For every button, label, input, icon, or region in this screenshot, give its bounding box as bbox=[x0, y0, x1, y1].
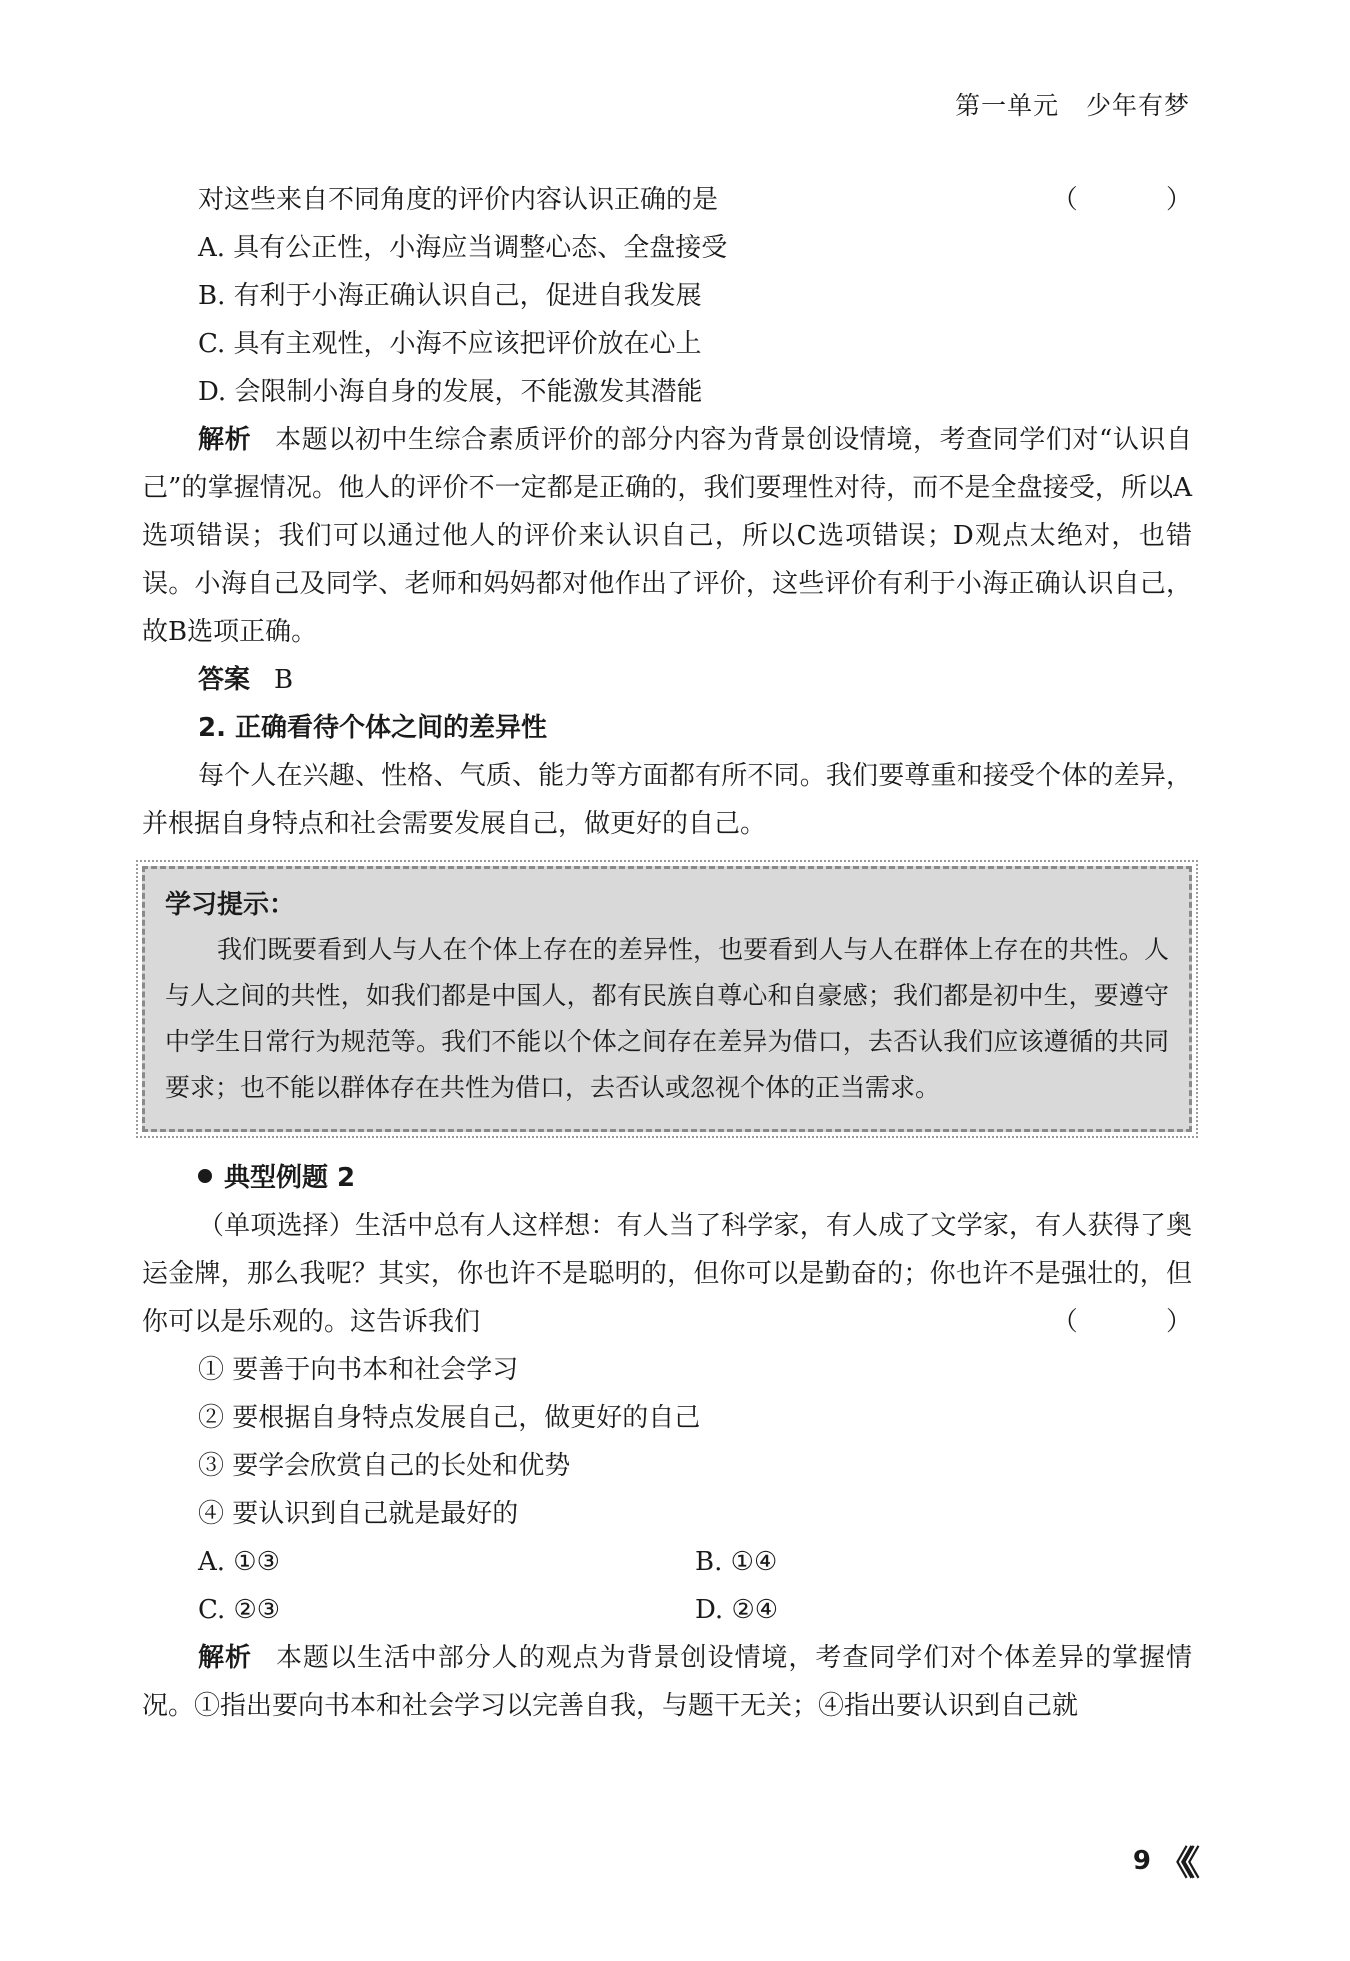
example-stem bbox=[142, 1202, 1232, 1346]
choice-d: D. ②④ bbox=[695, 1595, 779, 1625]
section-heading: 2. 正确看待个体之间的差异性 bbox=[198, 713, 548, 743]
unit-title: 少年有梦 bbox=[1085, 91, 1190, 120]
statement-4: ④ 要认识到自己就是最好的 bbox=[198, 1499, 519, 1529]
unit-label: 第一单元 bbox=[955, 91, 1060, 120]
example-stem-text: （单项选择）生活中总有人这样想：有人当了科学家，有人成了文学家，有人获得了奥运金牌，那么我呢？其实，你也许不是聪明的，但你可以是勤奋的；你也许不是强壮的，但你可以是乐观的。这告诉我们 bbox=[142, 1211, 1192, 1337]
choice-c: C. ②③ bbox=[198, 1595, 281, 1625]
example-analysis bbox=[142, 1634, 1192, 1730]
example-answer-bracket: （ ） bbox=[1051, 1307, 1232, 1337]
page-number: 9 bbox=[1132, 1845, 1151, 1876]
bullet-icon bbox=[198, 1169, 212, 1183]
statement-3: ③ 要学会欣赏自己的长处和优势 bbox=[198, 1451, 571, 1481]
study-tip-title: 学习提示： bbox=[165, 890, 296, 920]
q1-analysis bbox=[142, 416, 1192, 656]
choices-row-1 bbox=[142, 1538, 1192, 1586]
statement-1: ① 要善于向书本和社会学习 bbox=[198, 1355, 519, 1385]
page-footer bbox=[1133, 1836, 1190, 1885]
example-analysis-text: 本题以生活中部分人的观点为背景创设情境，考查同学们对个体差异的掌握情况。①指出要向书本和社会学习以完善自我，与题干无关；④指出要认识到自己就 bbox=[142, 1643, 1192, 1721]
q1-stem-row bbox=[142, 176, 1232, 224]
q1-analysis-label: 解析 bbox=[198, 425, 252, 455]
page-content bbox=[142, 176, 1232, 1730]
statement-2: ② 要根据自身特点发展自己，做更好的自己 bbox=[198, 1403, 701, 1433]
study-tip-box bbox=[142, 866, 1192, 1132]
running-header bbox=[955, 86, 1190, 122]
q1-option-b: B. 有利于小海正确认识自己，促进自我发展 bbox=[198, 281, 702, 311]
q1-option-c: C. 具有主观性，小海不应该把评价放在心上 bbox=[198, 329, 702, 359]
q1-option-d: D. 会限制小海自身的发展，不能激发其潜能 bbox=[198, 377, 703, 407]
q1-option-a: A. 具有公正性，小海应当调整心态、全盘接受 bbox=[198, 233, 728, 263]
q1-answer bbox=[142, 656, 1192, 704]
example-analysis-label: 解析 bbox=[198, 1643, 252, 1673]
q1-answer-label: 答案 bbox=[198, 665, 251, 695]
q1-analysis-text: 本题以初中生综合素质评价的部分内容为背景创设情境，考查同学们对“认识自己”的掌握情况。他人的评价不一定都是正确的，我们要理性对待，而不是全盘接受，所以A选项错误；我们可以通过他人的评价来认识自己，所以C选项错误；D观点太绝对，也错误。小海自己及同学、老师和妈妈都对他作出了评价，这些评价有利于小海正确认识自己，故B选项正确。 bbox=[142, 425, 1192, 647]
q1-answer-bracket: （ ） bbox=[1051, 185, 1232, 215]
study-tip-text: 我们既要看到人与人在个体上存在的差异性，也要看到人与人在群体上存在的共性。人与人之间的共性，如我们都是中国人，都有民族自尊心和自豪感；我们都是初中生，要遵守中学生日常行为规范等。我们不能以个体之间存在差异为借口，去否认我们应该遵循的共同要求；也不能以群体存在共性为借口，去否认或忽视个体的正当需求。 bbox=[165, 935, 1169, 1102]
q1-stem: 对这些来自不同角度的评价内容认识正确的是 bbox=[198, 185, 719, 215]
choices-row-2 bbox=[142, 1586, 1192, 1634]
chevron-left-icon: 《《 bbox=[1159, 1844, 1190, 1884]
example-title: 典型例题 2 bbox=[224, 1163, 356, 1193]
choice-a: A. ①③ bbox=[198, 1547, 280, 1577]
example-title-row bbox=[142, 1154, 1192, 1202]
q1-answer-value: B bbox=[274, 665, 294, 695]
section-text: 每个人在兴趣、性格、气质、能力等方面都有所不同。我们要尊重和接受个体的差异，并根据自身特点和社会需要发展自己，做更好的自己。 bbox=[142, 761, 1192, 839]
choice-b: B. ①④ bbox=[695, 1547, 778, 1577]
